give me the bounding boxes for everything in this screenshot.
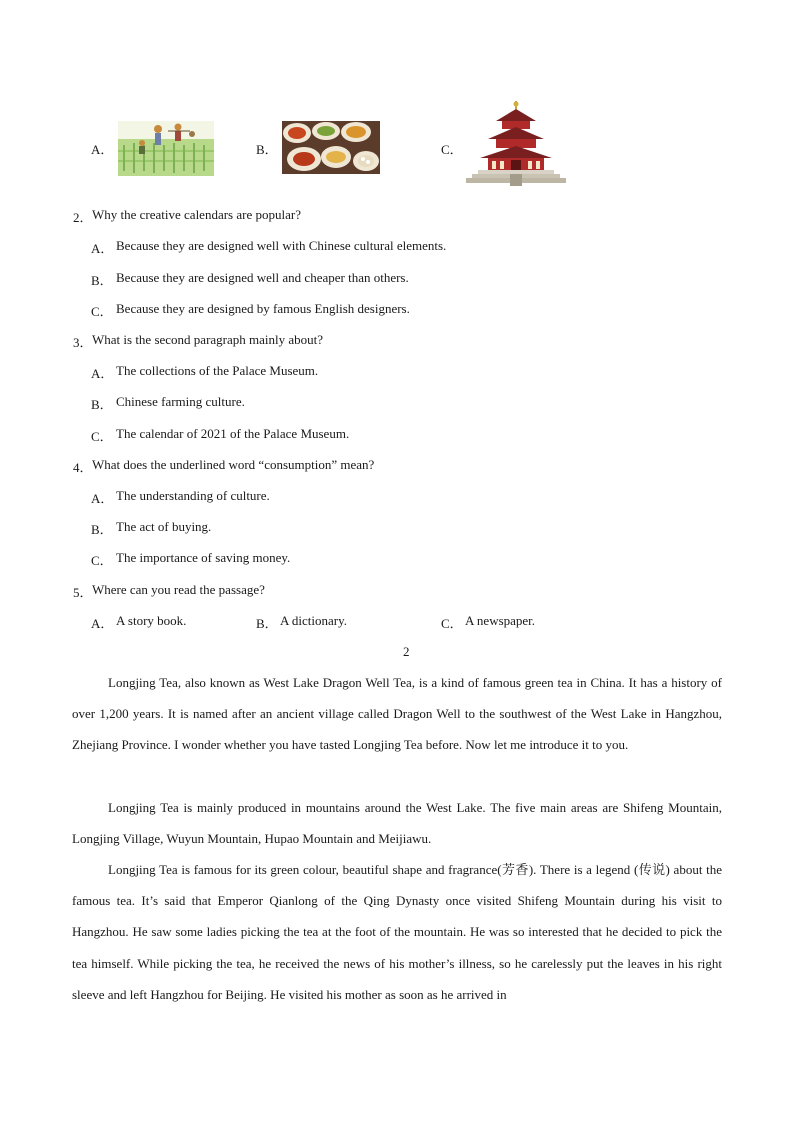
option-text: A newspaper. — [465, 613, 536, 628]
option-text: Because they are designed by famous English designers. — [116, 301, 410, 316]
option-letter: B． — [256, 616, 278, 631]
option-text: Because they are designed well with Chinese cultural elements. — [116, 238, 447, 253]
question-text: What does the underlined word “consumption” mean? — [92, 457, 375, 472]
option-letter: A． — [91, 241, 114, 256]
option-letter: C． — [91, 553, 113, 568]
chinese-dishes-image — [282, 121, 380, 174]
q1-option-a-letter: A． — [91, 142, 114, 157]
temple-of-heaven-image — [466, 101, 566, 191]
option-text: The collections of the Palace Museum. — [116, 363, 319, 378]
passage-paragraph-2: Longjing Tea is mainly produced in mountains around the West Lake. The five main areas are Shifeng Mountain, Longjing Village, Wuyun Mountain, Hupao Mountain and Meijiawu. — [72, 800, 722, 847]
option-letter: A． — [91, 491, 114, 506]
passage-paragraph-3: Longjing Tea is famous for its green colour, beautiful shape and fragrance(芳香). There is a legend (传说) about the famous tea. It’s said that Emperor Qianlong of the Qing Dynasty once visited Shifeng Mountain during his visit to Hangzhou. He saw some ladies picking the tea at the foot of the mountain. He was so interested that he decided to pick the tea himself. While picking the tea, he received the news of his mother’s illness, so he carelessly put the leaves in his right sleeve and left Hangzhou for Beijing. He visited his mother as soon as he arrived in — [72, 862, 722, 1002]
option-letter: A． — [91, 616, 114, 631]
rice-farming-scene-image — [118, 121, 214, 176]
option-text: The understanding of culture. — [116, 488, 270, 503]
question-text: Where can you read the passage? — [92, 582, 265, 597]
option-letter: B． — [91, 522, 113, 537]
question-number: 5． — [73, 585, 93, 600]
option-text: A dictionary. — [280, 613, 348, 628]
question-number: 2． — [73, 210, 93, 225]
option-text: The calendar of 2021 of the Palace Museum. — [116, 426, 350, 441]
option-letter: C． — [91, 304, 113, 319]
question-number: 4． — [73, 460, 93, 475]
q1-option-c-letter: C． — [441, 142, 463, 157]
option-text: The importance of saving money. — [116, 550, 291, 565]
option-text: The act of buying. — [116, 519, 212, 534]
option-text: A story book. — [116, 613, 187, 628]
option-text: Because they are designed well and cheaper than others. — [116, 270, 409, 285]
passage-paragraph-1: Longjing Tea, also known as West Lake Dragon Well Tea, is a kind of famous green tea in China. It has a history of over 1,200 years. It is named after an ancient village called Dragon Well to the southwest of the West Lake in Hangzhou, Zhejiang Province. I wonder whether you have tasted Longjing Tea before. Now let me introduce it to you. — [72, 675, 722, 753]
option-letter: C． — [91, 429, 113, 444]
option-letter: A． — [91, 366, 114, 381]
question-text: Why the creative calendars are popular? — [92, 207, 301, 222]
option-text: Chinese farming culture. — [116, 394, 245, 409]
section-number: 2 — [403, 644, 410, 659]
option-letter: B． — [91, 273, 113, 288]
option-letter: C． — [441, 616, 463, 631]
option-letter: B． — [91, 397, 113, 412]
question-text: What is the second paragraph mainly about? — [92, 332, 324, 347]
question-number: 3． — [73, 335, 93, 350]
q1-option-b-letter: B． — [256, 142, 278, 157]
